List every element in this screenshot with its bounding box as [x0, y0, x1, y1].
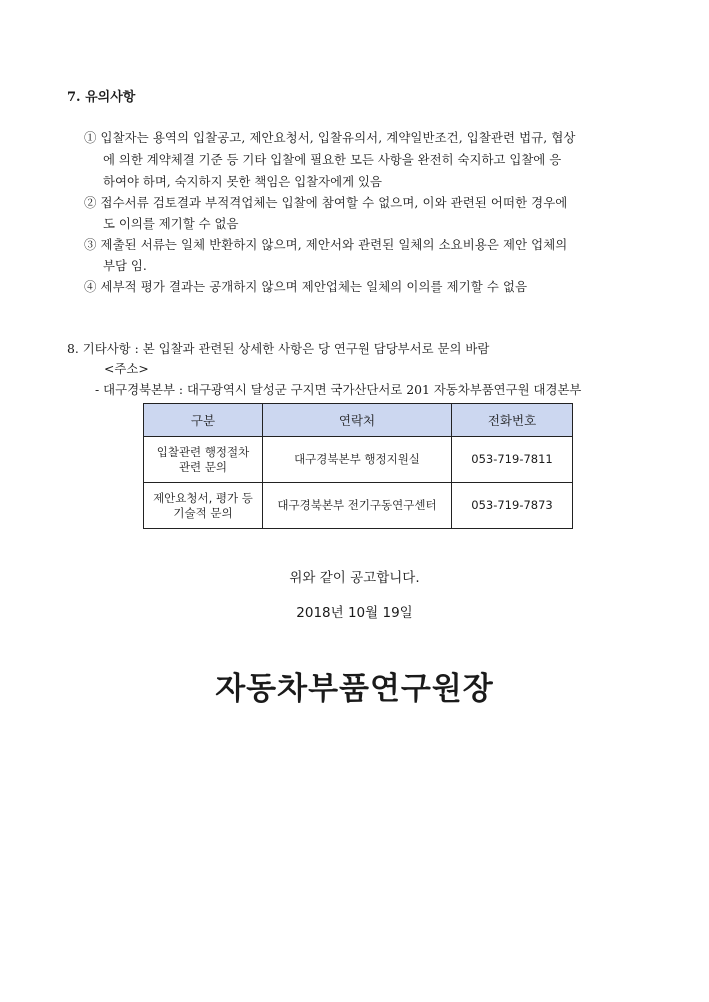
header-category: 구분: [144, 404, 263, 437]
section-7-heading: 7. 유의사항: [67, 90, 136, 105]
address-line: - 대구경북본부 : 대구광역시 달성군 구지면 국가산단서로 201 자동차부품연구원 대경본부: [95, 382, 582, 397]
header-contact: 연락처: [263, 404, 452, 437]
row-phone: 053-719-7873: [452, 483, 573, 529]
row-dept: 대구경북본부 전기구동연구센터: [263, 483, 452, 529]
closing-statement: 위와 같이 공고합니다.: [289, 570, 420, 586]
contact-table: [143, 403, 573, 529]
row-category-line-1: 제안요청서, 평가 등: [153, 490, 253, 505]
notice-item-3-line-2: 부담 임.: [103, 258, 147, 273]
table-row: [144, 483, 573, 529]
row-category: [144, 437, 263, 483]
header-phone: 전화번호: [452, 404, 573, 437]
row-category-line-2: 기술적 문의: [173, 505, 233, 520]
notice-item-2-line-1: ② 접수서류 검토결과 부적격업체는 입찰에 참여할 수 없으며, 이와 관련된 어떠한 경우에: [84, 195, 568, 210]
notice-item-1-line-2: 에 의한 계약체결 기준 등 기타 입찰에 필요한 모든 사항을 완전히 숙지하고 입찰에 응: [103, 152, 562, 167]
notice-item-4-line-1: ④ 세부적 평가 결과는 공개하지 않으며 제안업체는 일체의 이의를 제기할 수 없음: [84, 279, 528, 294]
table-header-row: [144, 404, 573, 437]
address-label: <주소>: [104, 361, 149, 376]
section-8-heading: 8. 기타사항 : 본 입찰과 관련된 상세한 사항은 당 연구원 담당부서로 문의 바람: [67, 341, 490, 356]
row-category-line-2: 관련 문의: [178, 459, 228, 474]
notice-item-1-line-1: ① 입찰자는 용역의 입찰공고, 제안요청서, 입찰유의서, 계약일반조건, 입찰관련 법규, 협상: [84, 130, 576, 145]
signatory: 자동차부품연구원장: [215, 671, 494, 707]
row-category: [144, 483, 263, 529]
table-row: [144, 437, 573, 483]
notice-item-1-line-3: 하여야 하며, 숙지하지 못한 책임은 입찰자에게 있음: [103, 174, 382, 189]
notice-item-3-line-1: ③ 제출된 서류는 일체 반환하지 않으며, 제안서와 관련된 일체의 소요비용은 제안 업체의: [84, 237, 568, 252]
notice-item-2-line-2: 도 이의를 제기할 수 없음: [103, 216, 239, 231]
row-phone: 053-719-7811: [452, 437, 573, 483]
row-dept: 대구경북본부 행정지원실: [263, 437, 452, 483]
announcement-date: 2018년 10월 19일: [296, 605, 413, 621]
row-category-line-1: 입찰관련 행정절차: [156, 444, 250, 459]
